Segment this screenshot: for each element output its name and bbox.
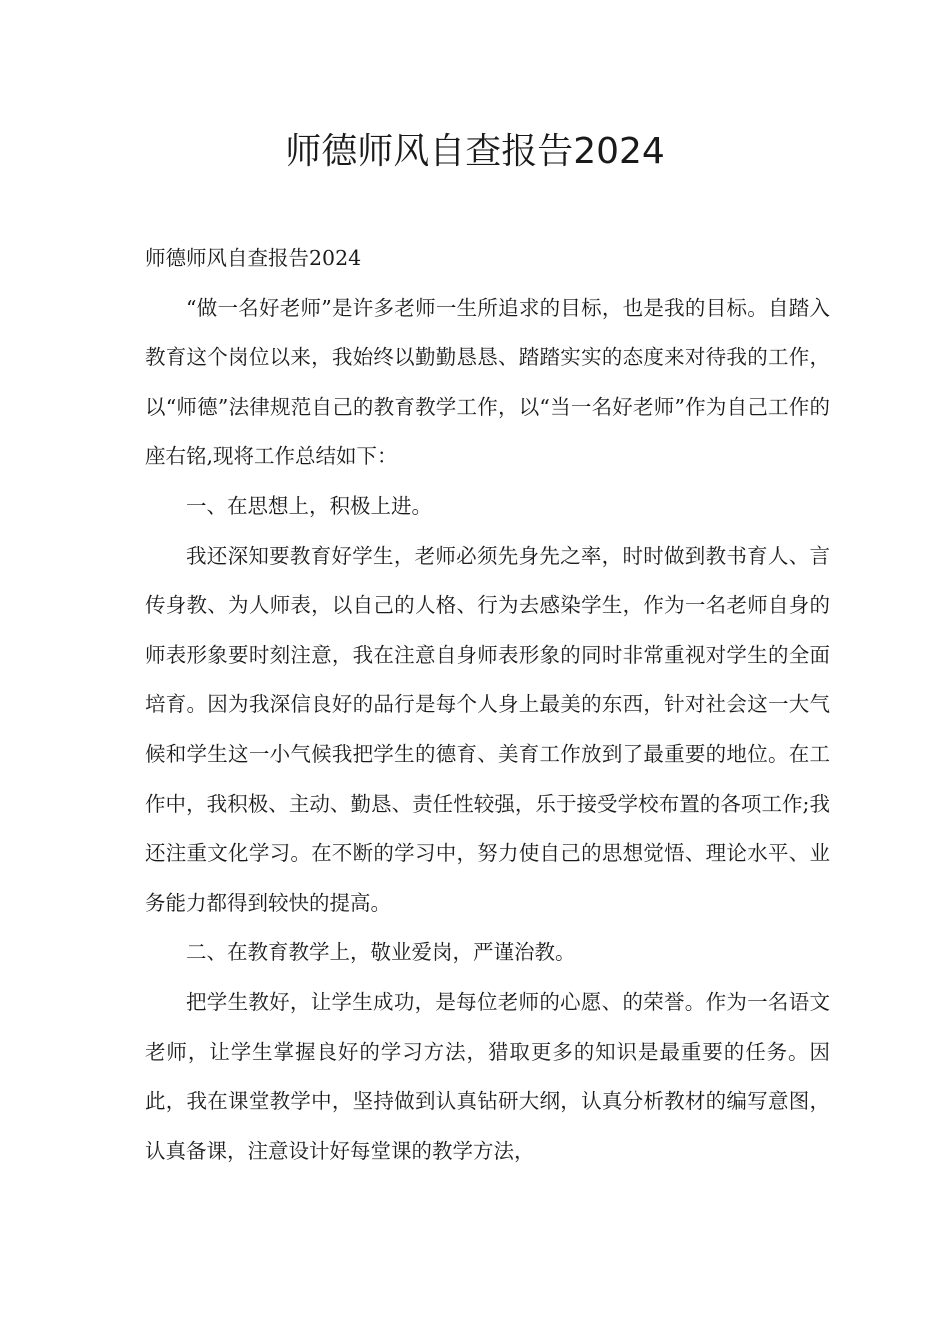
paragraph-intro: “做一名好老师”是许多老师一生所追求的目标，也是我的目标。自踏入教育这个岗位以来，我始终以勤勤恳恳、踏踏实实的态度来对待我的工作，以“师德”法律规范自己的教育教学工作，以“当一名好老师”作为自己工作的座右铭,现将工作总结如下： bbox=[145, 295, 830, 469]
paragraph-section-2: 把学生教好，让学生成功，是每位老师的心愿、的荣誉。作为一名语文老师，让学生掌握良好的学习方法，猎取更多的知识是最重要的任务。因此，我在课堂教学中，坚持做到认真钻研大纲，认真分析教材的编写意图，认真备课，注意设计好每堂课的教学方法， bbox=[145, 989, 830, 1163]
paragraph-section-1: 我还深知要教育好学生，老师必须先身先之率，时时做到教书育人、言传身教、为人师表，以自己的人格、行为去感染学生，作为一名老师自身的师表形象要时刻注意，我在注意自身师表形象的同时非常重视对学生的全面培育。因为我深信良好的品行是每个人身上最美的东西，针对社会这一大气候和学生这一小气候我把学生的德育、美育工作放到了最重要的地位。在工作中，我积极、主动、勤恳、责任性较强，乐于接受学校布置的各项工作;我还注重文化学习。在不断的学习中，努力使自己的思想觉悟、理论水平、业务能力都得到较快的提高。 bbox=[145, 543, 830, 915]
document-title: 师德师风自查报告2024 bbox=[285, 131, 665, 172]
document-body bbox=[145, 234, 830, 1176]
section-heading-1: 一、在思想上，积极上进。 bbox=[186, 493, 432, 518]
section-heading-2: 二、在教育教学上，敬业爱岗，严谨治教。 bbox=[186, 940, 576, 965]
document-subtitle: 师德师风自查报告2024 bbox=[145, 246, 362, 270]
